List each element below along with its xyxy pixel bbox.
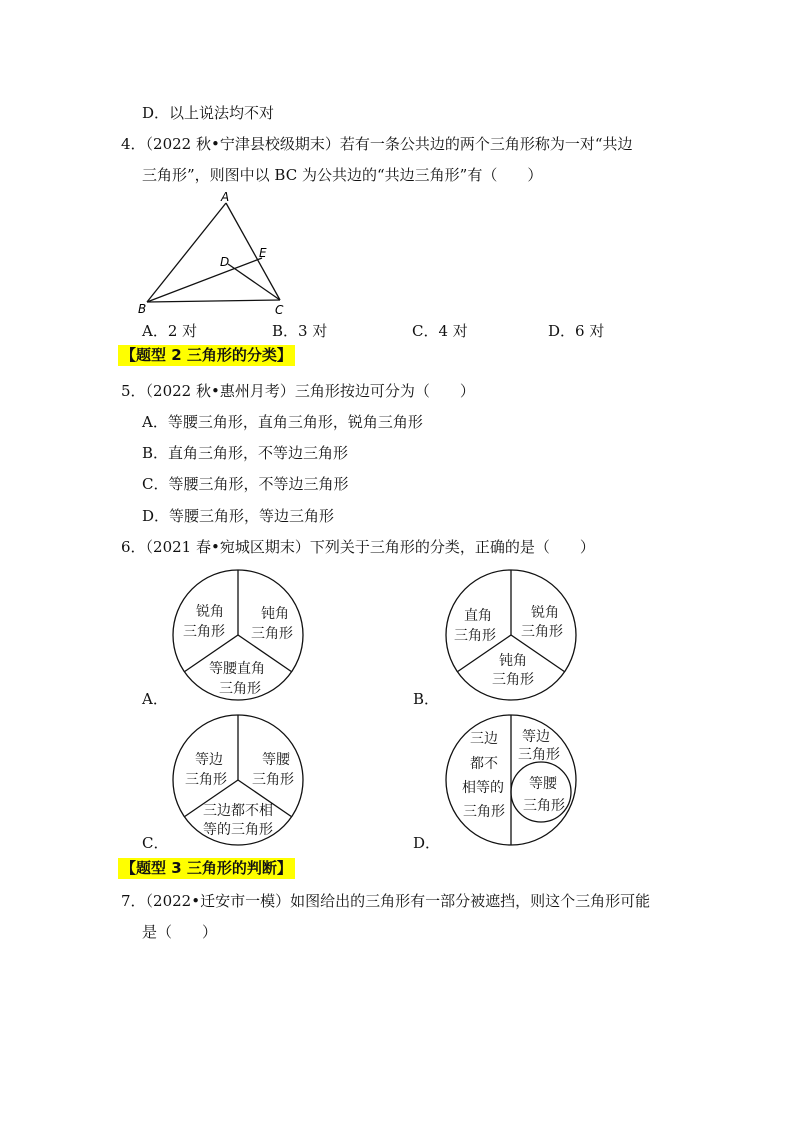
diagram-d-left-4: 三角形 (463, 804, 505, 820)
diagram-b-bottom-1: 钝角 (499, 653, 527, 669)
diagram-c-bottom-2: 等的三角形 (203, 822, 273, 838)
diagram-a-right-2: 三角形 (251, 626, 293, 642)
diagram-c-left-1: 等边 (195, 752, 223, 768)
diagram-d-left-1: 三边 (470, 731, 498, 747)
diagram-a-left-2: 三角形 (183, 624, 225, 640)
diagram-c-bottom-1: 三边都不相 (203, 803, 273, 819)
q5-option-a: A．等腰三角形，直角三角形，锐角三角形 (142, 413, 423, 431)
section-title-type3: 【题型 3 三角形的判断】 (118, 858, 295, 879)
diagram-b-bottom-2: 三角形 (492, 672, 534, 688)
q4-option-a: A．2 对 (142, 322, 198, 340)
label-e: E (259, 246, 267, 260)
q6-option-b-label: B． (413, 690, 440, 708)
diagram-d-left-2: 都不 (470, 756, 498, 772)
diagram-d-inner-2: 三角形 (523, 798, 565, 814)
diagram-b-right-2: 三角形 (521, 624, 563, 640)
diagram-b-right-1: 锐角 (531, 605, 559, 621)
segment-be (147, 258, 262, 302)
segment-dc (228, 264, 280, 300)
q6-diagram-b (441, 565, 581, 705)
diagram-d-right-top-1: 等边 (522, 729, 550, 745)
q6-option-c-label: C． (142, 834, 169, 852)
q6-diagram-a (168, 565, 308, 705)
q6-diagram-d (441, 710, 581, 850)
diagram-c-left-2: 三角形 (185, 772, 227, 788)
q6-diagram-c (168, 710, 308, 850)
q6-option-a-label: A． (142, 690, 168, 708)
diagram-a-left-1: 锐角 (196, 604, 224, 620)
q5-option-c: C．等腰三角形，不等边三角形 (142, 475, 349, 493)
label-c: C (275, 303, 284, 317)
q5-stem: 5．（2022 秋•惠州月考）三角形按边可分为（ ） (121, 382, 475, 400)
q6-stem: 6．（2021 春•宛城区期末）下列关于三角形的分类，正确的是（ ） (121, 538, 595, 556)
diagram-b-left-2: 三角形 (454, 628, 496, 644)
diagram-b-left-1: 直角 (464, 608, 492, 624)
diagram-d-inner-1: 等腰 (529, 776, 557, 792)
q3-option-d: D．以上说法均不对 (142, 104, 275, 122)
q4-option-c: C．4 对 (412, 322, 468, 340)
diagram-a-bottom-2: 三角形 (219, 681, 261, 697)
label-d: D (220, 255, 230, 269)
label-b: B (138, 302, 147, 316)
diagram-d-left-3: 相等的 (462, 780, 504, 796)
q4-option-d: D．6 对 (548, 322, 605, 340)
q7-stem-line1: 7．（2022•迁安市一模）如图给出的三角形有一部分被遮挡，则这个三角形可能 (121, 892, 651, 910)
segment-bc (147, 300, 280, 302)
diagram-c-right-2: 三角形 (252, 772, 294, 788)
q4-stem-line2: 三角形”，则图中以 BC 为公共边的“共边三角形”有（ ） (142, 166, 543, 184)
segment-ac (226, 203, 280, 300)
q5-option-b: B．直角三角形，不等边三角形 (142, 444, 349, 462)
q6-option-d-label: D． (413, 834, 441, 852)
q4-stem-line1: 4．（2022 秋•宁津县校级期末）若有一条公共边的两个三角形称为一对“共边 (121, 135, 633, 153)
section-title-type2: 【题型 2 三角形的分类】 (118, 345, 295, 366)
label-a: A (221, 190, 230, 204)
diagram-a-bottom-1: 等腰直角 (209, 661, 265, 677)
diagram-d-right-top-2: 三角形 (518, 747, 560, 763)
q5-option-d: D．等腰三角形，等边三角形 (142, 507, 335, 525)
diagram-c-right-1: 等腰 (262, 752, 290, 768)
segment-ab (147, 203, 226, 302)
q4-option-b: B．3 对 (272, 322, 328, 340)
diagram-a-right-1: 钝角 (261, 606, 289, 622)
q7-stem-line2: 是（ ） (142, 923, 218, 941)
